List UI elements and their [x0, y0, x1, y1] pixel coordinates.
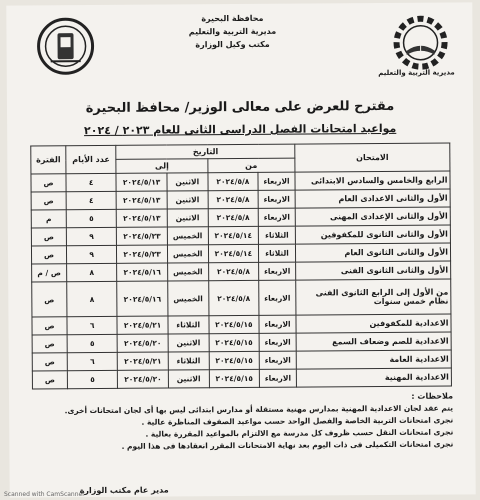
period-cell: ص / م: [32, 264, 67, 282]
from-date-cell: ٢٠٢٤/٥/٨: [208, 190, 259, 208]
days-cell: ٤: [66, 173, 117, 191]
days-cell: ٥: [67, 334, 118, 352]
header-date: التاريخ: [116, 144, 295, 159]
from-day-cell: الاربعاء: [258, 190, 295, 208]
to-day-cell: الاثنين: [168, 370, 209, 388]
from-date-cell: ٢٠٢٤/٥/١٥: [209, 369, 260, 387]
to-day-cell: الخميس: [167, 227, 208, 245]
logo-caption: مديرية التربية والتعليم: [378, 68, 455, 78]
to-date-cell: ٢٠٢٤/٥/٢٠: [118, 370, 169, 388]
exam-cell: من الأول إلى الرابع الثانوى الفنى نظام خمس سنوات: [296, 279, 451, 315]
org-line-governorate: محافظة البحيرة: [201, 13, 264, 24]
to-day-cell: الاثنين: [167, 173, 208, 191]
days-cell: ٩: [66, 245, 117, 263]
exam-cell: الأول والثانى الإعدادى المهنى: [295, 207, 450, 226]
to-date-cell: ٢٠٢٤/٥/٢٣: [117, 227, 168, 245]
from-day-cell: الثلاثاء: [259, 244, 296, 262]
exam-cell: الاعدادية للصم وضعاف السمع: [296, 332, 451, 351]
period-cell: ص: [31, 246, 66, 264]
header-from: من: [208, 158, 295, 173]
from-date-cell: ٢٠٢٤/٥/١٤: [208, 226, 259, 244]
period-cell: ص: [32, 317, 67, 335]
from-date-cell: ٢٠٢٤/٥/٨: [208, 208, 259, 226]
from-date-cell: ٢٠٢٤/٥/٨: [208, 262, 259, 280]
exam-cell: الأول والثانى الاعدادى العام: [295, 189, 450, 208]
to-date-cell: ٢٠٢٤/٥/٢١: [117, 316, 168, 334]
to-date-cell: ٢٠٢٤/٥/١٣: [116, 173, 167, 191]
to-date-cell: ٢٠٢٤/٥/١٣: [117, 209, 168, 227]
document-page: [6, 2, 475, 497]
document-subtitle: مواعيد امتحانات الفصل الدراسى الثانى للعام ٢٠٢٣ / ٢٠٢٤: [83, 121, 397, 138]
exam-cell: الأول والثانى الثانوى للمكفوفين: [295, 225, 450, 244]
header-period: الفترة: [31, 146, 66, 174]
days-cell: ٥: [66, 209, 117, 227]
signature-line: مدير عام مكتب الوزارة: [79, 485, 169, 496]
table-header-row: [31, 143, 450, 160]
from-day-cell: الاربعاء: [258, 172, 295, 190]
ministry-emblem-icon: [34, 15, 96, 77]
to-date-cell: ٢٠٢٤/٥/٢٣: [117, 245, 168, 263]
period-cell: ص: [32, 282, 67, 317]
period-cell: ص: [32, 353, 67, 371]
to-day-cell: الخميس: [167, 245, 208, 263]
to-day-cell: الاثنين: [168, 334, 209, 352]
from-date-cell: ٢٠٢٤/٥/٨: [208, 280, 259, 315]
exam-cell: الاعدادية العامة: [296, 350, 451, 369]
exam-cell: الرابع والخامس والسادس الابتدائى: [295, 171, 450, 190]
from-day-cell: الاربعاء: [259, 280, 296, 315]
period-cell: ص: [32, 335, 67, 353]
organization-block: [162, 12, 302, 52]
period-cell: ص: [32, 371, 67, 389]
from-date-cell: ٢٠٢٤/٥/٨: [208, 172, 259, 190]
to-date-cell: ٢٠٢٤/٥/١٦: [117, 263, 168, 281]
note-item: يتم عقد لجان الاعدادية المهنية بمدارس مهنية مستقلة أو مدارس ابتدائى ليس بها أى لجان امتحانات أخرى.: [64, 403, 454, 416]
days-cell: ٦: [67, 316, 118, 334]
exam-cell: الاعدادية للمكفوفين: [296, 314, 451, 333]
days-cell: ٤: [66, 191, 117, 209]
from-day-cell: الاربعاء: [259, 315, 296, 333]
to-day-cell: الخميس: [167, 281, 208, 316]
days-cell: ٨: [67, 281, 118, 316]
days-cell: ٦: [67, 352, 118, 370]
to-day-cell: الخميس: [167, 263, 208, 281]
notes-section: [9, 386, 475, 453]
exam-cell: الأول والثانى الثانوى الفنى: [296, 261, 451, 280]
days-cell: ٥: [67, 370, 118, 388]
to-date-cell: ٢٠٢٤/٥/١٣: [116, 191, 167, 209]
from-day-cell: الاربعاء: [259, 333, 296, 351]
from-date-cell: ٢٠٢٤/٥/١٥: [209, 315, 260, 333]
header-exam: الامتحان: [295, 143, 450, 172]
from-day-cell: الاربعاء: [259, 369, 296, 387]
to-date-cell: ٢٠٢٤/٥/٢٠: [117, 334, 168, 352]
period-cell: م: [31, 210, 66, 228]
org-line-directorate: مديرية التربية والتعليم: [188, 26, 277, 37]
table-body: [31, 171, 451, 389]
days-cell: ٩: [66, 227, 117, 245]
from-day-cell: الاربعاء: [259, 351, 296, 369]
to-date-cell: ٢٠٢٤/٥/٢١: [118, 352, 169, 370]
org-line-office: مكتب وكيل الوزارة: [195, 39, 270, 50]
note-item: تجرى امتحانات التربية الخاصة والفصل الواحد حسب مواعيد الصفوف المناظرة عالية .: [141, 415, 454, 427]
exam-schedule-table: [30, 143, 452, 390]
exam-cell: الأول والثانى الثانوى العام: [295, 243, 450, 262]
from-day-cell: الاربعاء: [259, 262, 296, 280]
to-day-cell: الاثنين: [167, 191, 208, 209]
notes-heading: ملاحظات :: [411, 391, 454, 401]
period-cell: ص: [31, 192, 66, 210]
exam-cell: الاعدادية المهنية: [296, 368, 451, 387]
from-day-cell: الثلاثاء: [258, 226, 295, 244]
to-day-cell: الثلاثاء: [168, 316, 209, 334]
from-day-cell: الاربعاء: [258, 208, 295, 226]
period-cell: ص: [31, 174, 66, 192]
document-title: مقترح للعرض على معالى الوزير/ محافظ البحيرة: [85, 98, 395, 117]
note-item: تجرى امتحانات التكميلى فى ذات اليوم بعد نهاية الامتحانات المقرر انعقادها فى هذا اليوم .: [121, 439, 454, 451]
scanner-watermark: Scanned with CamScanner: [4, 491, 85, 498]
to-date-cell: ٢٠٢٤/٥/١٦: [117, 281, 168, 316]
period-cell: ص: [31, 228, 66, 246]
table-row: [32, 279, 451, 317]
from-date-cell: ٢٠٢٤/٥/١٥: [209, 333, 260, 351]
table-row: [32, 368, 451, 389]
note-item: تجرى امتحانات النقل حسب ظروف كل مدرسة مع الالتزام بالمواعيد المقررة بعالية .: [145, 427, 454, 439]
header-to: إلى: [116, 159, 207, 174]
letterhead: [6, 2, 473, 85]
from-date-cell: ٢٠٢٤/٥/١٤: [208, 244, 259, 262]
days-cell: ٨: [67, 263, 118, 281]
header-days: عدد الأيام: [66, 145, 117, 173]
to-day-cell: الثلاثاء: [168, 352, 209, 370]
from-date-cell: ٢٠٢٤/٥/١٥: [209, 351, 260, 369]
to-day-cell: الاثنين: [167, 209, 208, 227]
